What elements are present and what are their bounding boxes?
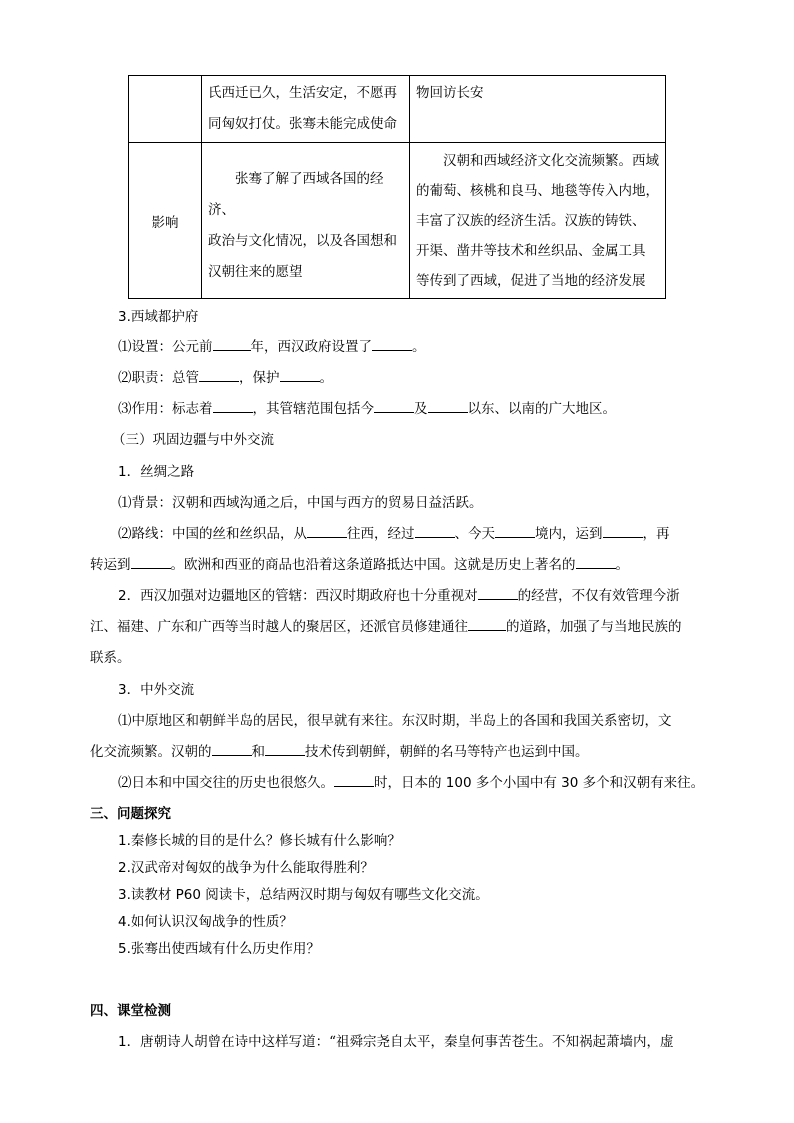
table-cell-empty	[129, 76, 202, 143]
blank	[213, 336, 251, 351]
blank	[415, 523, 455, 538]
blank	[374, 398, 414, 413]
subsection-title: 3．中外交流	[118, 682, 195, 698]
section-heading: 四、课堂检测	[90, 1003, 171, 1019]
blank	[428, 398, 468, 413]
cell-line: 丰富了汉族的经济生活。汉族的铸铁、	[416, 212, 646, 229]
table-row	[129, 76, 666, 143]
fill-line: 转运到 。欧洲和西亚的商品也沿着这条道路抵达中国。这就是历史上著名的 。	[90, 553, 629, 573]
blank	[334, 772, 374, 787]
table-cell	[410, 143, 666, 299]
paragraph: ⑴背景：汉朝和西域沟通之后，中国与西方的贸易日益活跃。	[118, 495, 483, 511]
table-cell	[410, 76, 666, 143]
cell-line: 同匈奴打仗。张骞未能完成使命	[208, 116, 397, 132]
fill-line: 江、福建、广东和广西等当时越人的聚居区，还派官员修建通往 的道路，加强了与当地民族的	[90, 615, 682, 635]
row-header-impact: 影响	[129, 143, 202, 299]
section-heading: （三）巩固边疆与中外交流	[112, 432, 274, 448]
blank	[213, 398, 253, 413]
cell-line: 政治与文化情况，以及各国想和	[208, 232, 397, 249]
blank	[280, 367, 320, 382]
fill-line: ⑶作用：标志着 ，其管辖范围包括今 及 以东、以南的广大地区。	[118, 397, 616, 417]
table-cell	[202, 143, 410, 299]
list-item: 4.如何认识汉匈战争的性质？	[118, 914, 293, 930]
paragraph: ⑴中原地区和朝鲜半岛的居民，很早就有来往。东汉时期，半岛上的各国和我国关系密切，文	[118, 713, 672, 729]
fill-line: ⑵日本和中国交往的历史也很悠久。 时，日本的 100 多个小国中有 30 多个和汉朝有来往。	[118, 771, 704, 791]
section-heading: 三、问题探究	[90, 806, 171, 822]
fill-line: 2．西汉加强对边疆地区的管辖：西汉时期政府也十分重视对 的经营，不仅有效管理今浙	[118, 584, 680, 604]
fill-line: ⑵职责：总管 ，保护 。	[118, 366, 333, 386]
comparison-table	[128, 75, 666, 299]
paragraph: 联系。	[90, 650, 131, 666]
subsection-title: 1．丝绸之路	[118, 464, 195, 480]
cell-line: 等传到了西域，促进了当地的经济发展	[416, 272, 646, 289]
blank	[603, 523, 643, 538]
blank	[307, 523, 347, 538]
table-row	[129, 143, 666, 299]
cell-line: 汉朝和西域经济文化交流频繁。西域	[443, 152, 659, 169]
blank	[576, 554, 616, 569]
blank	[265, 741, 305, 756]
fill-line: ⑵路线：中国的丝和丝织品，从 往西，经过 、今天 境内，运到 ，再	[118, 522, 670, 542]
cell-line: 张骞了解了西域各国的经济、	[208, 170, 384, 218]
blank	[212, 741, 252, 756]
blank	[199, 367, 239, 382]
fill-line: 化交流频繁。汉朝的 和 技术传到朝鲜，朝鲜的名马等特产也运到中国。	[90, 740, 589, 760]
question: 1．唐朝诗人胡曾在诗中这样写道：“祖舜宗尧自太平，秦皇何事苦苍生。不知祸起萧墙内，虚	[118, 1034, 674, 1050]
cell-line: 的葡萄、核桃和良马、地毯等传入内地，	[416, 182, 659, 199]
fill-line: ⑴设置：公元前 年，西汉政府设置了 。	[118, 335, 426, 355]
list-item: 3.读教材 P60 阅读卡，总结两汉时期与匈奴有哪些文化交流。	[118, 887, 489, 903]
blank	[131, 554, 171, 569]
list-item: 1.秦修长城的目的是什么？修长城有什么影响？	[118, 833, 401, 849]
cell-line: 物回访长安	[416, 85, 484, 101]
cell-line: 汉朝往来的愿望	[208, 263, 303, 280]
table-cell	[202, 76, 410, 143]
section-title: 3.西域都护府	[118, 309, 199, 325]
blank	[478, 585, 518, 600]
cell-line: 开渠、凿井等技术和丝织品、金属工具	[416, 242, 646, 259]
blank	[372, 336, 412, 351]
blank	[468, 616, 506, 631]
cell-line: 氏西迁已久，生活安定，不愿再	[208, 85, 397, 101]
list-item: 2.汉武帝对匈奴的战争为什么能取得胜利？	[118, 860, 374, 876]
blank	[495, 523, 535, 538]
list-item: 5.张骞出使西域有什么历史作用？	[118, 941, 320, 957]
